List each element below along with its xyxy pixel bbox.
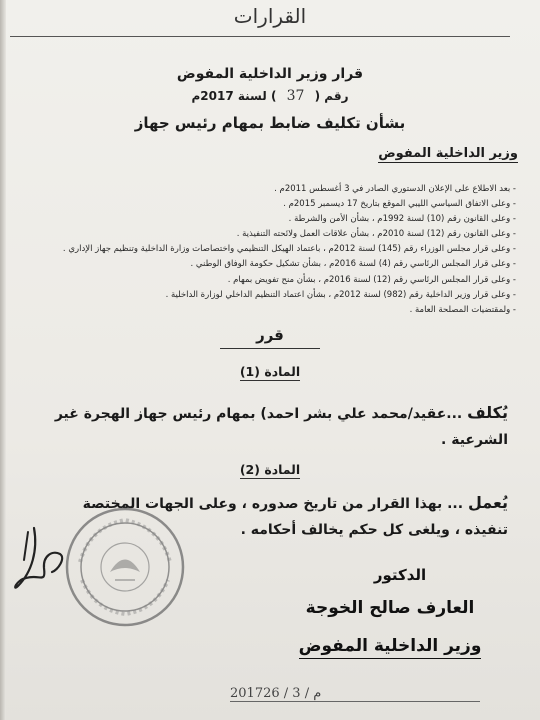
official-seal-stamp [60, 502, 190, 632]
decision-underline [220, 348, 320, 349]
decision-heading: قرر [256, 326, 284, 344]
preamble-item: - وعلى قرار المجلس الرئاسي رقم (12) لسنة 2016م ، بشأن منح تفويض بمهام . [36, 273, 516, 288]
preamble-list [36, 182, 516, 318]
decree-number [0, 88, 540, 104]
issuer-heading: وزير الداخلية المفوض [378, 146, 518, 161]
footer-date: 2017م / 3 / 26 [230, 686, 480, 702]
preamble-item: - وعلى الاتفاق السياسي الليبي الموقع بتاريخ 17 ديسمبر 2015م . [36, 197, 516, 212]
article-lead-word: يُعمل [467, 493, 508, 512]
signatory-position-text: وزير الداخلية المفوض [299, 636, 482, 659]
preamble-item: - وعلى قرار وزير الداخلية رقم (982) لسنة 2012م ، بشأن اعتماد التنظيم الداخلي لوزارة الداخلية . [36, 288, 516, 303]
decree-number-year: ) لسنة 2017م [191, 89, 277, 103]
article-lead-word: يُكلف [467, 403, 508, 422]
article-text: ...عقيد/محمد علي بشر احمد) بمهام رئيس جهاز الهجرة غير الشرعية . [54, 406, 508, 448]
signatory-title: الدكتور [373, 566, 427, 584]
decree-title: قرار وزير الداخلية المفوض [176, 66, 364, 82]
handwritten-signature [4, 520, 74, 610]
preamble-item: - ولمقتضيات المصلحة العامة . [36, 303, 516, 318]
article-text: ... بهذا القرار من تاريخ صدوره ، وعلى الجهات المختصة تنفيذه ، ويلغى كل حكم يخالف أحكامه . [82, 496, 508, 538]
article-1-body [38, 400, 508, 453]
preamble-item: - وعلى القانون رقم (10) لسنة 1992م ، بشأن الأمن والشرطة . [36, 212, 516, 227]
decree-subject: بشأن تكليف ضابط بمهام رئيس جهاز [134, 114, 406, 132]
article-2-heading [0, 462, 540, 477]
preamble-item: - وعلى القانون رقم (12) لسنة 2010م ، بشأن علاقات العمل ولائحته التنفيذية . [36, 227, 516, 242]
preamble-item: - وعلى قرار المجلس الرئاسي رقم (4) لسنة 2016م ، بشأن تشكيل حكومة الوفاق الوطني . [36, 257, 516, 272]
decree-number-label: رقم ( [314, 89, 349, 103]
decree-number-value: 37 [286, 88, 305, 104]
header-title: القرارات [233, 4, 307, 28]
signatory-name: العارف صالح الخوجة [305, 598, 475, 618]
page-fold-shadow [0, 0, 6, 720]
article-heading-text: المادة (1) [239, 364, 301, 379]
article-heading-text: المادة (2) [239, 462, 301, 477]
article-1-heading [0, 364, 540, 379]
header-divider [10, 36, 510, 37]
signatory-position [240, 636, 540, 656]
preamble-item: - وعلى قرار مجلس الوزراء رقم (145) لسنة 2012م ، باعتماد الهيكل التنظيمي واختصاصات وزارة الداخلية وتنظيم جهاز الإداري . [36, 242, 516, 257]
preamble-item: - بعد الاطلاع على الإعلان الدستوري الصادر في 3 أغسطس 2011م . [36, 182, 516, 197]
